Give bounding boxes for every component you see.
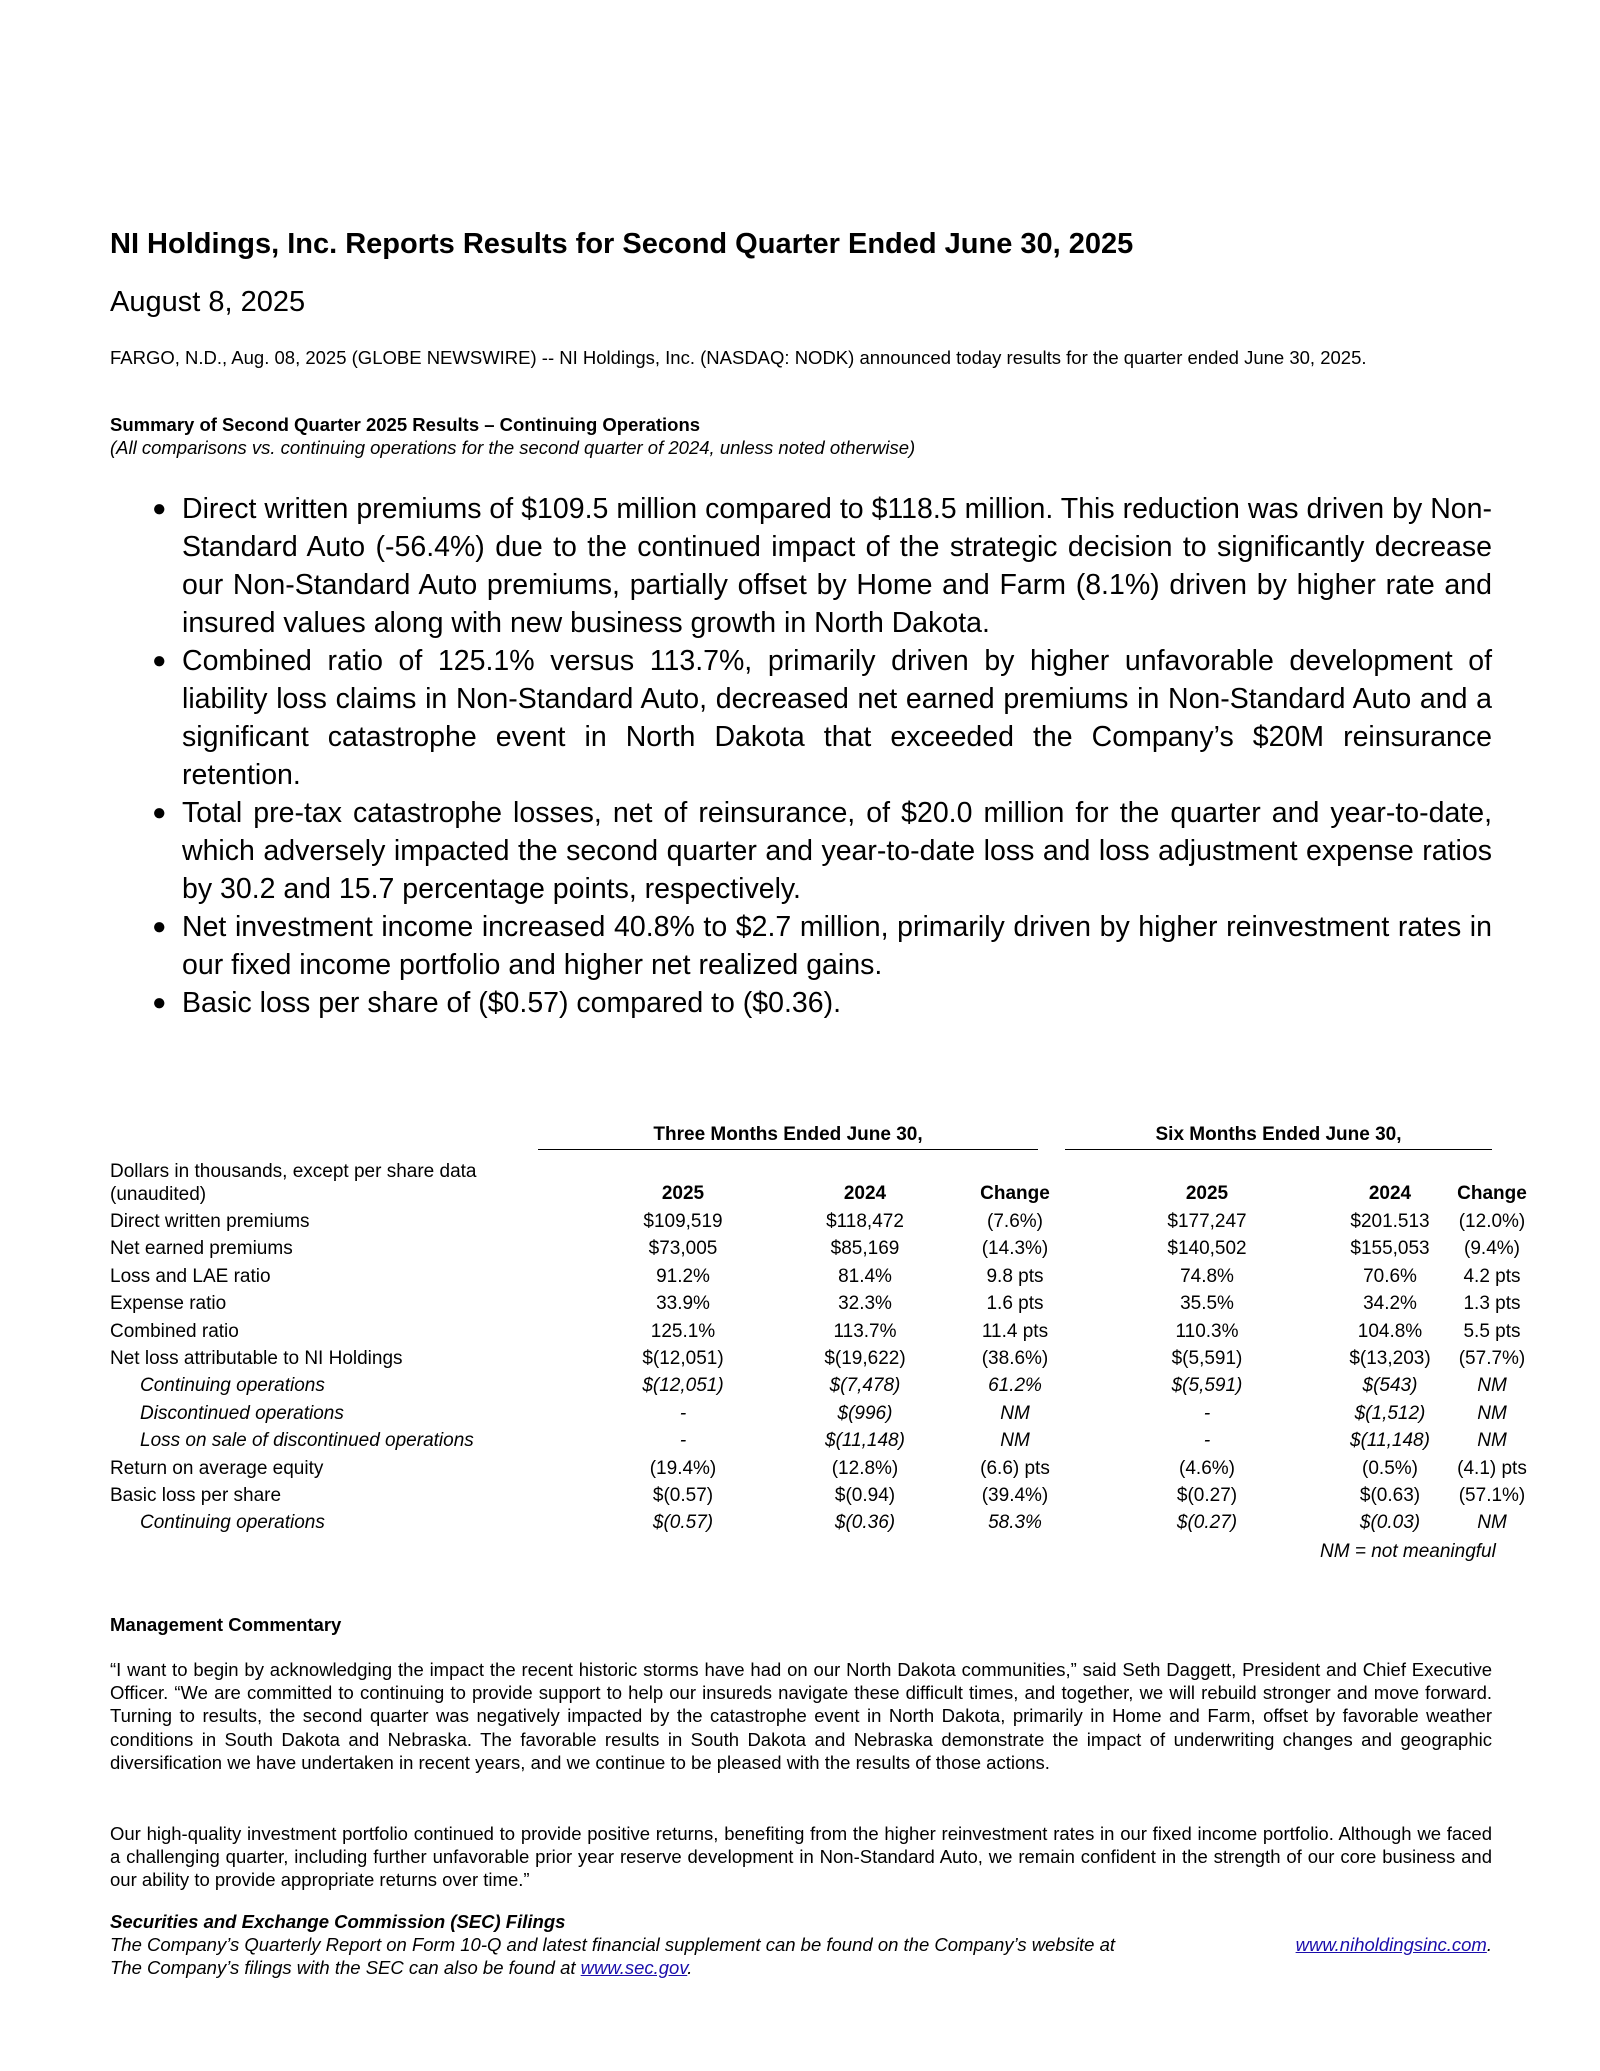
table-cell: - xyxy=(1203,1430,1211,1452)
column-header: Change xyxy=(1457,1183,1527,1204)
column-header: 2025 xyxy=(1185,1183,1229,1204)
table-cell: $177,247 xyxy=(1167,1211,1247,1232)
column-header: 2024 xyxy=(843,1183,887,1204)
table-cell: NM xyxy=(1477,1430,1507,1452)
table-body xyxy=(110,1208,1527,1537)
table-cell: 110.3% xyxy=(1175,1320,1239,1342)
page-title: NI Holdings, Inc. Reports Results for Second Quarter Ended June 30, 2025 xyxy=(110,228,1134,260)
row-label: Expense ratio xyxy=(110,1293,227,1315)
table-row xyxy=(110,1455,1527,1482)
table-cell: 9.8 pts xyxy=(986,1265,1044,1287)
table-cell: (14.3%) xyxy=(981,1238,1049,1260)
table-cell: (19.4%) xyxy=(649,1457,717,1479)
table-cell: 81.4% xyxy=(838,1265,892,1287)
table-cell: (38.6%) xyxy=(981,1347,1049,1369)
bullet-icon: ● xyxy=(152,989,167,1016)
table-cell: $201.513 xyxy=(1350,1211,1430,1232)
table-cell: $(543) xyxy=(1362,1375,1418,1397)
table-row xyxy=(110,1290,1521,1317)
row-label: Loss on sale of discontinued operations xyxy=(140,1430,474,1452)
table-cell: $(12,051) xyxy=(642,1347,724,1369)
table-row xyxy=(110,1345,1526,1372)
sec-website-link[interactable]: www.sec.gov xyxy=(580,1957,688,1978)
table-cell: $(13,203) xyxy=(1349,1347,1431,1369)
row-label: Discontinued operations xyxy=(140,1402,344,1424)
sec-line xyxy=(110,1934,1492,1956)
intro-paragraph: FARGO, N.D., Aug. 08, 2025 (GLOBE NEWSWIRE) -- NI Holdings, Inc. (NASDAQ: NODK) announced today results for the quarter ended June 30, 2025. xyxy=(110,347,1367,368)
table-cell: $(11,148) xyxy=(825,1430,905,1452)
table-cell: (57.1%) xyxy=(1458,1484,1526,1506)
table-cell: 11.4 pts xyxy=(981,1320,1049,1342)
table-row xyxy=(110,1318,1521,1345)
row-label: Net earned premiums xyxy=(110,1238,293,1260)
table-cell: 4.2 pts xyxy=(1463,1265,1521,1287)
row-label: Direct written premiums xyxy=(110,1211,310,1232)
sec-line-text: The Company’s filings with the SEC can also be found at xyxy=(110,1957,576,1978)
row-label: Continuing operations xyxy=(140,1375,325,1397)
six-months-header: Six Months Ended June 30, xyxy=(1065,1124,1492,1150)
row-label: Combined ratio xyxy=(110,1320,239,1342)
bullet-text: Basic loss per share of ($0.57) compared to ($0.36). xyxy=(182,987,841,1019)
table-row xyxy=(110,1208,1526,1235)
table-cell: 32.3% xyxy=(838,1293,892,1315)
table-row xyxy=(110,1482,1526,1509)
unit-label-line: Dollars in thousands, except per share data xyxy=(110,1161,477,1182)
row-label: Continuing operations xyxy=(140,1512,325,1534)
sec-line xyxy=(110,1957,692,1979)
bullet-text: Direct written premiums of $109.5 million compared to $118.5 million. This reduction was driven by Non-Standard Auto (-56.4%) due to the continued impact of the strategic decision to significantly decrease our Non-Standard Auto premiums, partially offset by Home and Farm (8.1%) driven by higher rate and insured values along with new business growth in North Dakota. xyxy=(182,493,1492,639)
commentary-paragraph: Our high-quality investment portfolio continued to provide positive returns, benefiting from the higher reinvestment rates in our fixed income portfolio. Although we faced a challenging quarter, including further unfavorable prior year reserve development in Non-Standard Auto, we remain confident in the strength of our core business and our ability to provide appropriate returns over time.” xyxy=(110,1823,1492,1891)
table-cell: 35.5% xyxy=(1180,1293,1234,1315)
table-cell: $(0.36) xyxy=(834,1512,896,1534)
table-cell: (4.1) pts xyxy=(1457,1457,1527,1479)
table-cell: $118,472 xyxy=(826,1211,904,1232)
table-cell: $109,519 xyxy=(643,1211,723,1232)
unit-label-line: (unaudited) xyxy=(110,1184,207,1205)
table-cell: $(0.94) xyxy=(834,1484,896,1506)
table-cell: 34.2% xyxy=(1363,1293,1417,1315)
commentary-heading: Management Commentary xyxy=(110,1614,342,1635)
table-cell: $(0.63) xyxy=(1359,1484,1421,1506)
row-label: Basic loss per share xyxy=(110,1484,282,1506)
table-cell: $(0.27) xyxy=(1176,1512,1238,1534)
table-cell: 104.8% xyxy=(1357,1320,1423,1342)
summary-bullet xyxy=(152,642,1492,794)
table-cell: 1.6 pts xyxy=(986,1293,1044,1315)
period: . xyxy=(1486,1934,1492,1955)
table-note: NM = not meaningful xyxy=(1320,1541,1496,1562)
table-cell: $73,005 xyxy=(648,1238,718,1260)
table-cell: - xyxy=(1203,1402,1211,1424)
table-cell: (9.4%) xyxy=(1464,1238,1520,1260)
column-header: Change xyxy=(980,1183,1050,1204)
table-cell: $(0.57) xyxy=(652,1512,714,1534)
bullet-icon: ● xyxy=(152,913,167,940)
table-cell: $(5,591) xyxy=(1171,1347,1243,1369)
table-cell: (12.0%) xyxy=(1458,1211,1526,1232)
table-cell: NM xyxy=(1477,1402,1507,1424)
table-cell: 74.8% xyxy=(1180,1265,1234,1287)
table-cell: $(0.27) xyxy=(1176,1484,1238,1506)
unit-label xyxy=(110,1160,477,1206)
table-cell: $(996) xyxy=(837,1402,893,1424)
table-row xyxy=(110,1372,1507,1399)
table-cell: 125.1% xyxy=(650,1320,716,1342)
table-cell: $85,169 xyxy=(830,1238,900,1260)
table-cell: 33.9% xyxy=(656,1293,710,1315)
table-cell: - xyxy=(679,1402,687,1424)
table-cell: $(5,591) xyxy=(1171,1375,1243,1397)
bullet-icon: ● xyxy=(152,799,167,826)
table-cell: (12.8%) xyxy=(831,1457,899,1479)
table-cell: (39.4%) xyxy=(981,1484,1049,1506)
summary-bullet xyxy=(152,794,1492,908)
summary-bullet xyxy=(152,908,1492,984)
table-cell: $140,502 xyxy=(1167,1238,1247,1260)
summary-bullet xyxy=(152,490,1492,642)
row-label: Net loss attributable to NI Holdings xyxy=(110,1347,403,1369)
table-cell: - xyxy=(679,1430,687,1452)
column-header: 2024 xyxy=(1368,1183,1412,1204)
table-cell: 5.5 pts xyxy=(1463,1320,1521,1342)
bullet-icon: ● xyxy=(152,647,167,674)
period: . xyxy=(687,1957,693,1978)
table-cell: (0.5%) xyxy=(1362,1457,1418,1479)
table-cell: (57.7%) xyxy=(1458,1347,1526,1369)
table-cell: 58.3% xyxy=(988,1512,1042,1534)
table-cell: 70.6% xyxy=(1363,1265,1417,1287)
table-cell: $(1,512) xyxy=(1354,1402,1426,1424)
summary-heading: Summary of Second Quarter 2025 Results – Continuing Operations xyxy=(110,414,701,435)
bullet-text: Combined ratio of 125.1% versus 113.7%, primarily driven by higher unfavorable development of liability loss claims in Non-Standard Auto, decreased net earned premiums in Non-Standard Auto and a significant catastrophe event in North Dakota that exceeded the Company’s $20M reinsurance retention. xyxy=(182,645,1492,791)
table-cell: $(0.03) xyxy=(1359,1512,1421,1534)
table-cell: (4.6%) xyxy=(1179,1457,1235,1479)
three-months-header: Three Months Ended June 30, xyxy=(538,1124,1038,1150)
table-cell: $155,053 xyxy=(1350,1238,1430,1260)
sec-line-text: The Company’s Quarterly Report on Form 10-Q and latest financial supplement can be found on the Company’s website at xyxy=(110,1934,1116,1955)
table-cell: 91.2% xyxy=(656,1265,710,1287)
table-cell: 61.2% xyxy=(988,1375,1042,1397)
table-cell: $(7,478) xyxy=(829,1375,901,1397)
column-header: 2025 xyxy=(661,1183,705,1204)
table-row xyxy=(110,1509,1507,1536)
commentary-paragraph: “I want to begin by acknowledging the impact the recent historic storms have had on our North Dakota communities,” said Seth Daggett, President and Chief Executive Officer. “We are committed to continuing to provide support to help our insureds navigate these difficult times, and together, we will rebuild stronger and move forward. Turning to results, the second quarter was negatively impacted by the catastrophe event in North Dakota, primarily in Home and Farm, offset by favorable weather conditions in South Dakota and Nebraska. The favorable results in South Dakota and Nebraska demonstrate the impact of underwriting changes and geographic diversification we have undertaken in recent years, and we continue to be pleased with the results of those actions. xyxy=(110,1659,1492,1773)
table-cell: (6.6) pts xyxy=(980,1457,1050,1479)
table-row xyxy=(110,1263,1521,1290)
table-cell: $(11,148) xyxy=(1350,1430,1430,1452)
table-cell: $(0.57) xyxy=(652,1484,714,1506)
summary-bullets xyxy=(152,490,1492,1022)
bullet-icon: ● xyxy=(152,495,167,522)
company-website-link[interactable]: www.niholdingsinc.com xyxy=(1295,1934,1487,1955)
summary-bullet xyxy=(152,984,1492,1022)
row-label: Loss and LAE ratio xyxy=(110,1265,271,1287)
bullet-text: Total pre-tax catastrophe losses, net of reinsurance, of $20.0 million for the quarter and year-to-date, which adversely impacted the second quarter and year-to-date loss and loss adjustment expense ratios by 30.2 and 15.7 percentage points, respectively. xyxy=(182,797,1492,905)
table-row xyxy=(110,1400,1507,1427)
table-cell: (7.6%) xyxy=(987,1211,1043,1232)
table-cell: NM xyxy=(1477,1375,1507,1397)
summary-subheading: (All comparisons vs. continuing operations for the second quarter of 2024, unless noted otherwise) xyxy=(110,437,916,458)
table-cell: NM xyxy=(1000,1402,1030,1424)
table-cell: $(19,622) xyxy=(824,1347,906,1369)
row-label: Return on average equity xyxy=(110,1457,324,1479)
table-cell: 113.7% xyxy=(833,1320,897,1342)
table-row xyxy=(110,1235,1520,1262)
table-cell: $(12,051) xyxy=(642,1375,724,1397)
table-row xyxy=(110,1427,1507,1454)
sec-heading: Securities and Exchange Commission (SEC) Filings xyxy=(110,1911,566,1932)
release-date: August 8, 2025 xyxy=(110,286,306,318)
table-cell: NM xyxy=(1477,1512,1507,1534)
bullet-text: Net investment income increased 40.8% to $2.7 million, primarily driven by higher reinvestment rates in our fixed income portfolio and higher net realized gains. xyxy=(182,911,1492,981)
table-cell: 1.3 pts xyxy=(1463,1293,1521,1315)
table-cell: NM xyxy=(1000,1430,1030,1452)
